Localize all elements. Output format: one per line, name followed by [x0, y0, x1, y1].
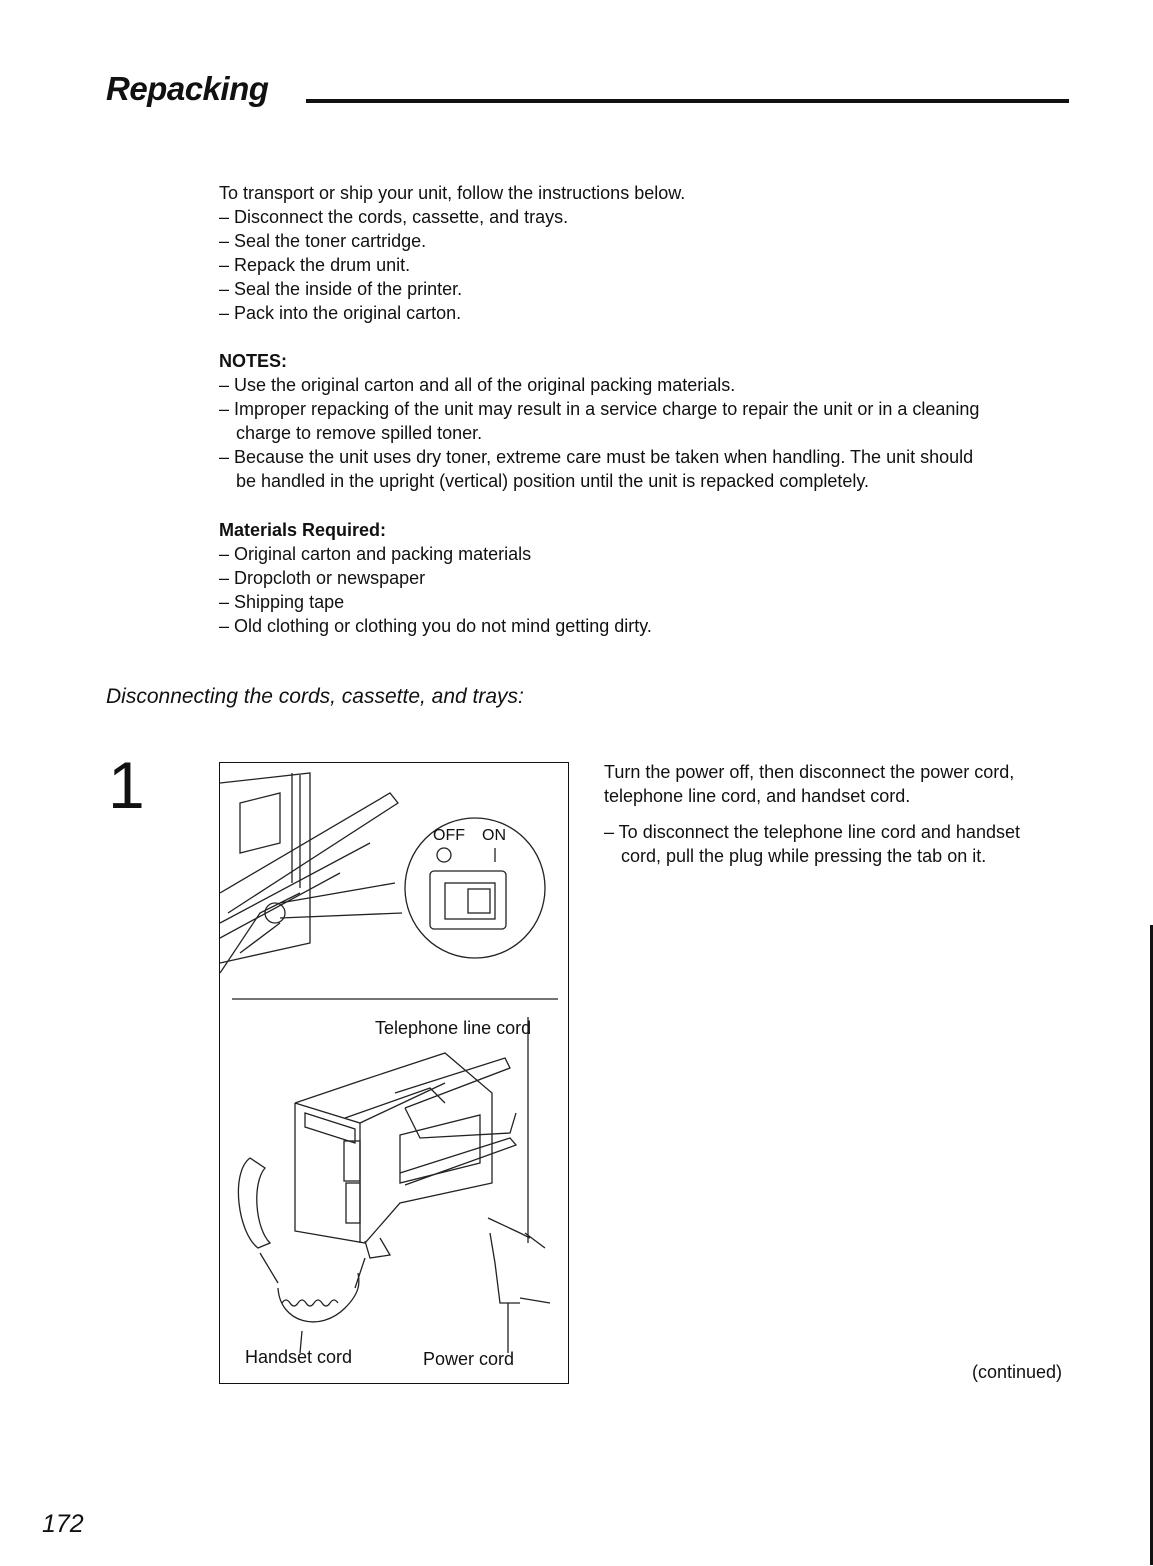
- on-label: ON: [482, 827, 506, 844]
- material-item: – Dropcloth or newspaper: [219, 568, 426, 588]
- note-item: – Use the original carton and all of the original packing materials.: [219, 375, 736, 395]
- power-cord-label: Power cord: [423, 1349, 515, 1369]
- section-heading: Disconnecting the cords, cassette, and trays:: [106, 685, 524, 708]
- intro-lead: To transport or ship your unit, follow the instructions below.: [219, 183, 686, 203]
- intro-block: [219, 181, 685, 325]
- handset-cord-label: Handset cord: [245, 1347, 353, 1367]
- material-item: – Old clothing or clothing you do not mind getting dirty.: [219, 616, 652, 636]
- page-number: 172: [42, 1510, 84, 1538]
- title-rule: [306, 99, 1069, 103]
- off-label: OFF: [433, 827, 465, 844]
- step-number: 1: [108, 748, 145, 822]
- material-item: – Shipping tape: [219, 592, 345, 612]
- page-title: Repacking: [106, 70, 269, 107]
- note-item: charge to remove spilled toner.: [236, 423, 483, 443]
- note-item: – Because the unit uses dry toner, extreme care must be taken when handling. The unit should: [219, 447, 974, 467]
- instruction-subline: cord, pull the plug while pressing the tab on it.: [621, 846, 987, 866]
- instruction-line: Turn the power off, then disconnect the power cord,: [604, 762, 1015, 782]
- note-item: be handled in the upright (vertical) position until the unit is repacked completely.: [236, 471, 870, 491]
- intro-step: – Repack the drum unit.: [219, 255, 411, 275]
- intro-step: – Seal the toner cartridge.: [219, 231, 427, 251]
- step-figure: [219, 762, 569, 1384]
- continued-note: (continued): [972, 1362, 1063, 1382]
- intro-step: – Disconnect the cords, cassette, and trays.: [219, 207, 569, 227]
- notes-heading: NOTES:: [219, 351, 288, 371]
- telephone-line-cord-label: Telephone line cord: [375, 1018, 532, 1038]
- instruction-subline: – To disconnect the telephone line cord and handset: [604, 822, 1020, 842]
- step-instructions: [604, 760, 1074, 868]
- intro-step: – Pack into the original carton.: [219, 303, 462, 323]
- materials-heading: Materials Required:: [219, 520, 387, 540]
- material-item: – Original carton and packing materials: [219, 544, 532, 564]
- fax-illustration: [220, 763, 570, 1385]
- intro-step: – Seal the inside of the printer.: [219, 279, 463, 299]
- instruction-line: telephone line cord, and handset cord.: [604, 786, 911, 806]
- notes-block: [219, 349, 979, 493]
- materials-block: [219, 518, 652, 638]
- note-item: – Improper repacking of the unit may result in a service charge to repair the unit or in a cleaning: [219, 399, 980, 419]
